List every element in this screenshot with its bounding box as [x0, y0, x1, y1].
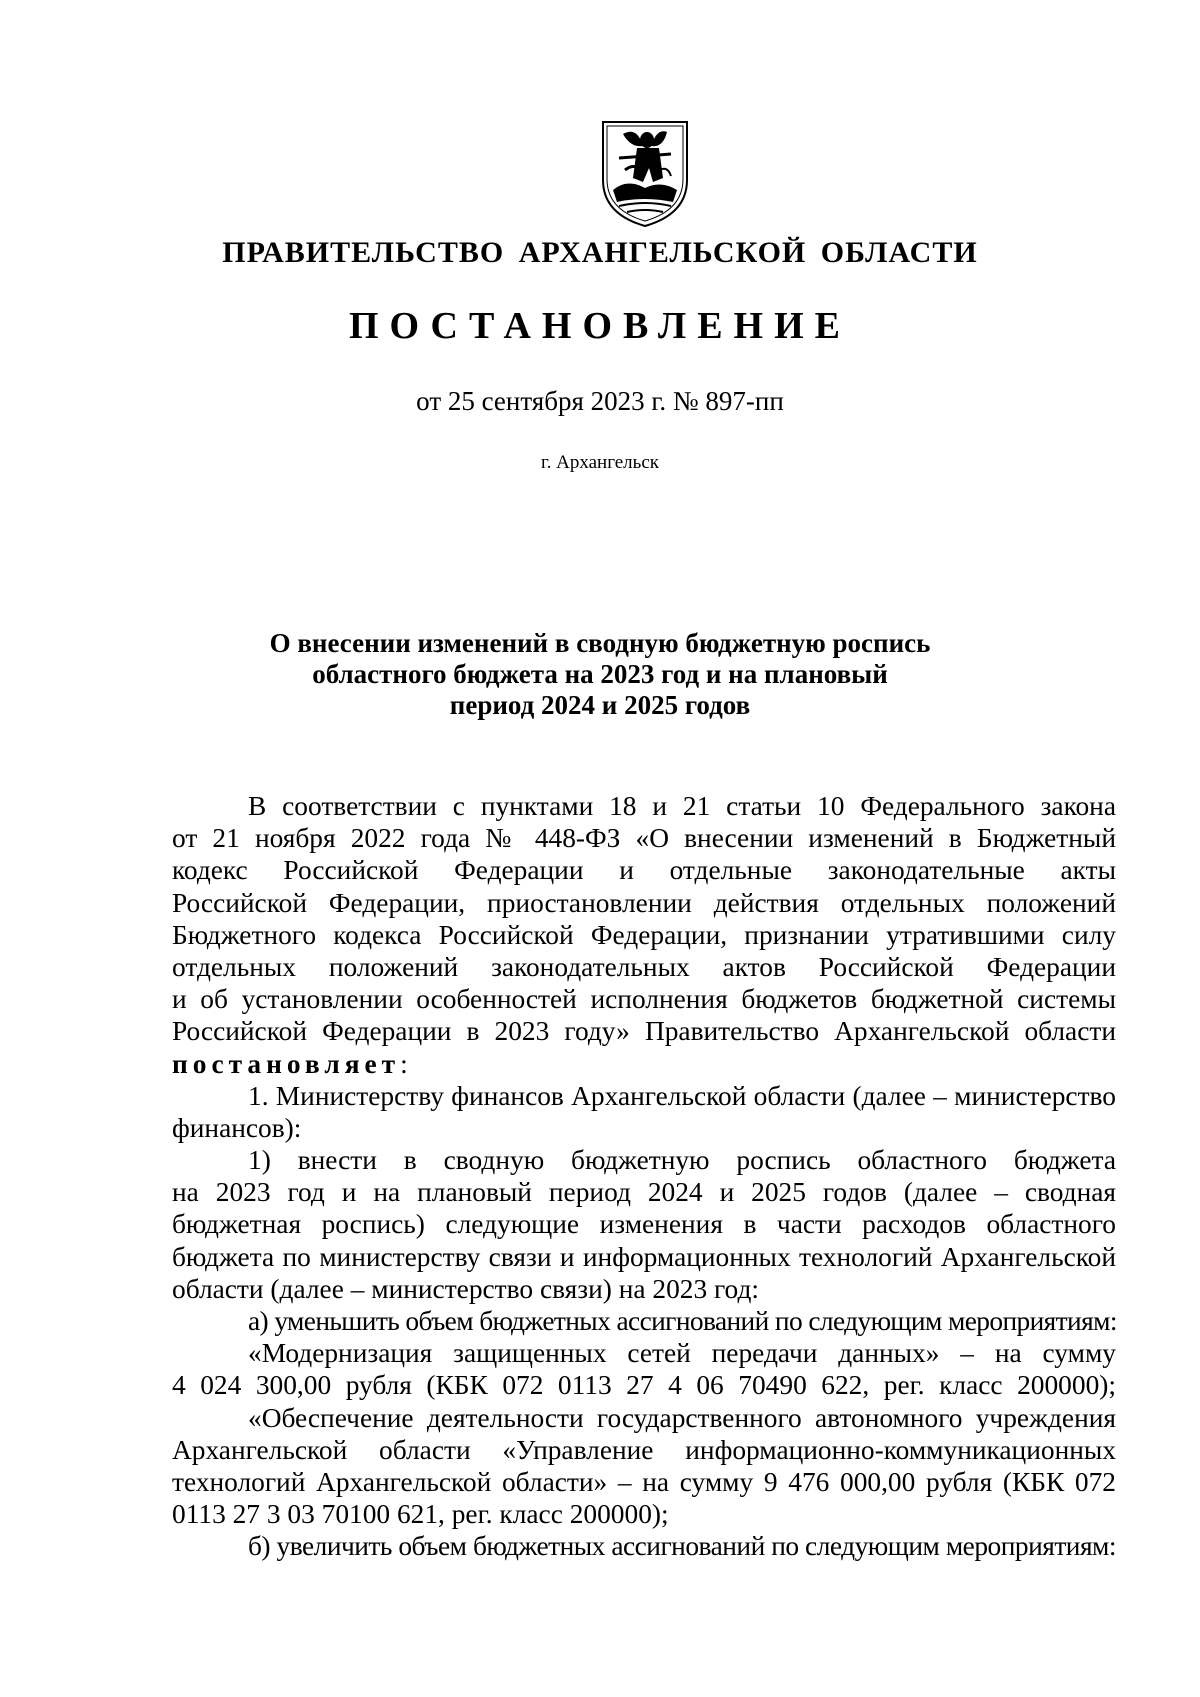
- heading-line: областного бюджета на 2023 год и на плановый: [312, 659, 888, 689]
- document-body: [172, 790, 1116, 1563]
- document-date-number: от 25 сентября 2023 г. № 897-пп: [416, 386, 784, 416]
- preamble-line: В соответствии с пунктами 18 и 21 статьи 10 Федерального закона: [248, 791, 1116, 821]
- heading-line: О внесении изменений в сводную бюджетную роспись: [269, 628, 931, 658]
- measure2-line: «Обеспечение деятельности государственного автономного учреждения: [248, 1402, 1116, 1433]
- document-heading: [0, 628, 1200, 721]
- preamble-line: отдельных положений законодательных актов Российской Федерации: [172, 951, 1116, 982]
- heading-line: период 2024 и 2025 годов: [449, 690, 751, 720]
- measure1-line: 4 024 300,00 рубля (КБК 072 0113 27 4 06 70490 622, рег. класс 200000);: [172, 1370, 1116, 1401]
- item1-1-line: 1) внести в сводную бюджетную роспись областного бюджета: [248, 1145, 1116, 1176]
- preamble-line: от 21 ноября 2022 года № 448-ФЗ «О внесении изменений в Бюджетный: [172, 823, 1116, 854]
- coat-of-arms-icon: [597, 118, 693, 230]
- decision-line: [172, 1048, 1116, 1080]
- item1-1-line: бюджета по министерству связи и информационных технологий Архангельской: [172, 1241, 1116, 1272]
- item-b-line: б) увеличить объем бюджетных ассигнований по следующим мероприятиям:: [248, 1531, 1116, 1562]
- item1-1-line: на 2023 год и на плановый период 2024 и 2025 годов (далее – сводная: [172, 1177, 1116, 1208]
- item1-line: 1. Министерству финансов Архангельской области (далее – министерство: [248, 1080, 1116, 1111]
- decides-colon: :: [400, 1048, 408, 1079]
- government-name: ПРАВИТЕЛЬСТВО АРХАНГЕЛЬСКОЙ ОБЛАСТИ: [222, 236, 978, 269]
- document-type: ПОСТАНОВЛЕНИЕ: [348, 305, 852, 347]
- item1-1-line: области (далее – министерство связи) на 2023 год:: [172, 1273, 760, 1304]
- decides-word: постановляет: [172, 1048, 401, 1079]
- document-city: г. Архангельск: [540, 452, 659, 473]
- preamble-line: кодекс Российской Федерации и отдельные законодательные акты: [172, 855, 1116, 886]
- measure1-line: «Модернизация защищенных сетей передачи данных» – на сумму: [248, 1338, 1116, 1369]
- item-a-line: а) уменьшить объем бюджетных ассигнований по следующим мероприятиям:: [248, 1306, 1117, 1336]
- preamble-line: Российской Федерации в 2023 году» Правительство Архангельской области: [172, 1016, 1116, 1047]
- item1-1-line: бюджетная роспись) следующие изменения в части расходов областного: [172, 1209, 1116, 1240]
- item1-line: финансов):: [172, 1112, 302, 1143]
- measure2-line: 0113 27 3 03 70100 621, рег. класс 200000);: [172, 1499, 669, 1530]
- preamble-line: Российской Федерации, приостановлении действия отдельных положений: [172, 887, 1116, 918]
- preamble-line: и об установлении особенностей исполнения бюджетов бюджетной системы: [172, 984, 1116, 1015]
- measure2-line: Архангельской области «Управление информационно-коммуникационных: [172, 1434, 1116, 1465]
- measure2-line: технологий Архангельской области» – на сумму 9 476 000,00 рубля (КБК 072: [172, 1466, 1116, 1497]
- preamble-line: Бюджетного кодекса Российской Федерации, признании утратившими силу: [172, 919, 1116, 950]
